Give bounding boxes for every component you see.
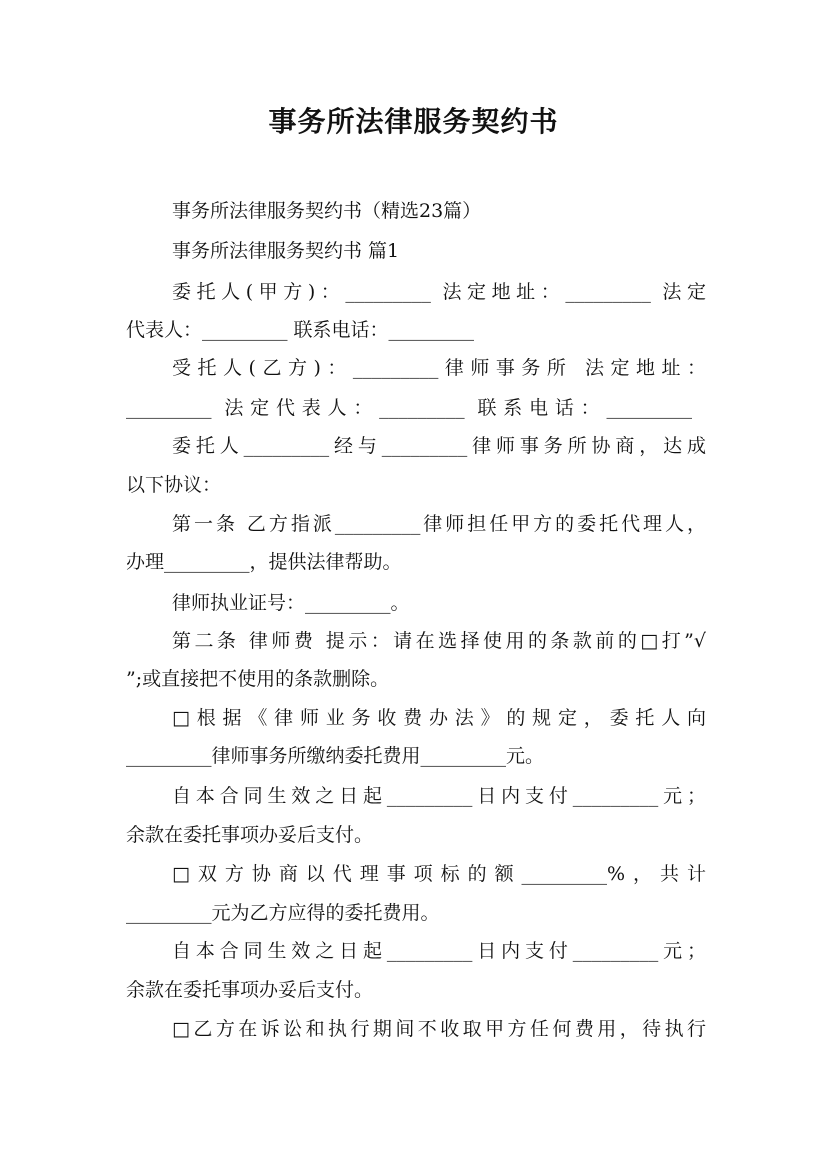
- paragraph-line: 余款在委托事项办妥后支付。: [126, 824, 374, 846]
- paragraph-line: 委托人(甲方)：_________ 法定地址：_________ 法定: [172, 281, 706, 303]
- paragraph-line: 受托人(乙方)：_________律师事务所 法定地址：: [172, 357, 706, 379]
- paragraph-line: 余款在委托事项办妥后支付。: [126, 979, 374, 1001]
- paragraph-line: 自本合同生效之日起_________日内支付_________元；: [172, 940, 706, 962]
- paragraph-line: 办理_________，提供法律帮助。: [126, 551, 402, 573]
- paragraph-line: 自本合同生效之日起_________日内支付_________元；: [172, 785, 706, 807]
- paragraph-line: ”;或直接把不使用的条款删除。: [126, 668, 390, 690]
- section-heading: 事务所法律服务契约书 篇1: [172, 240, 400, 262]
- paragraph-line: 委托人_________经与_________律师事务所协商，达成: [172, 435, 706, 457]
- paragraph-line: □双方协商以代理事项标的额_________%，共计: [172, 863, 706, 885]
- paragraph-line: 以下协议：: [126, 474, 222, 496]
- paragraph-line: _________律师事务所缴纳委托费用_________元。: [126, 745, 545, 767]
- subtitle-line: 事务所法律服务契约书（精选23篇）: [172, 200, 482, 222]
- paragraph-line: 第二条 律师费 提示：请在选择使用的条款前的□打”√: [172, 630, 706, 652]
- paragraph-line: _________元为乙方应得的委托费用。: [126, 902, 440, 924]
- paragraph-line: □乙方在诉讼和执行期间不收取甲方任何费用，待执行: [172, 1018, 706, 1040]
- paragraph-line: _________ 法定代表人：_________ 联系电话：_________: [126, 397, 692, 419]
- paragraph-line: 律师执业证号：_________。: [172, 592, 410, 614]
- paragraph-line: 第一条 乙方指派_________律师担任甲方的委托代理人，: [172, 513, 706, 535]
- document-title: 事务所法律服务契约书: [268, 105, 559, 138]
- paragraph-line: 代表人：_________ 联系电话：_________: [126, 319, 475, 341]
- paragraph-line: □根据《律师业务收费办法》的规定，委托人向: [172, 707, 706, 729]
